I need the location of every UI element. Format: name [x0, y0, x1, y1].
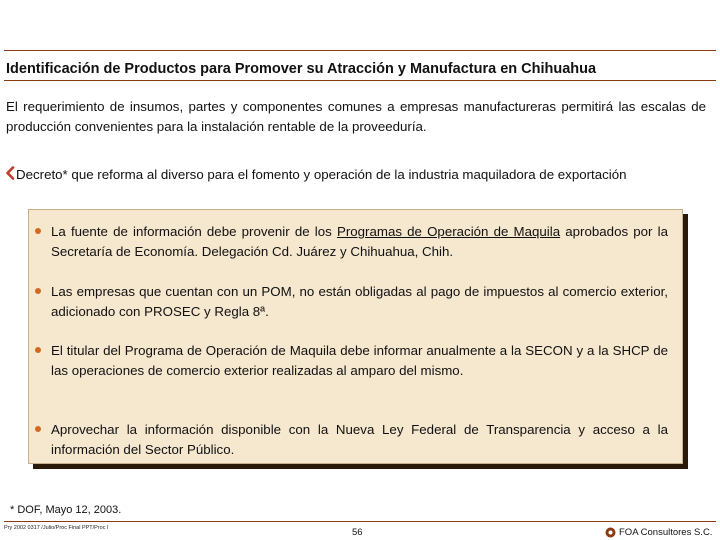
bullet-dot-icon — [35, 426, 41, 432]
list-item — [29, 222, 684, 262]
list-item-text: Las empresas que cuentan con un POM, no están obligadas al pago de impuestos al comercio exterior, adicionado con PROSEC y Regla 8ª. — [51, 284, 668, 319]
firm-logo-icon — [605, 527, 616, 538]
underlined-term: Programas de Operación de Maquila — [336, 224, 561, 239]
firm-name: FOA Consultores S.C. — [619, 527, 713, 538]
page-number: 56 — [352, 527, 363, 538]
footnote: * DOF, Mayo 12, 2003. — [10, 504, 122, 516]
bottom-rule — [4, 521, 716, 522]
list-item — [29, 420, 684, 460]
bullet-box — [28, 209, 683, 464]
bullet-dot-icon — [35, 288, 41, 294]
intro-paragraph: El requerimiento de insumos, partes y componentes comunes a empresas manufactureras permitirá las escalas de producción convenientes para la instalación rentable de la proveeduría. — [6, 99, 706, 134]
bullet-dot-icon — [35, 228, 41, 234]
decreto-text: Decreto* que reforma al diverso para el fomento y operación de la industria maquiladora de exportación — [16, 167, 627, 182]
title-rule — [4, 80, 716, 81]
bullet-dot-icon — [35, 347, 41, 353]
list-item-text: Aprovechar la información disponible con la Nueva Ley Federal de Transparencia y acceso a la información del Sector Público. — [51, 422, 668, 457]
list-item — [29, 282, 684, 322]
list-item-text: La fuente de información debe provenir de los Programas de Operación de Maquila aprobados por la Secretaría de Economía. Delegación Cd. Juárez y Chihuahua, Chih. — [51, 224, 668, 259]
file-reference: Pry 2002 0317 /Julio/Proc Final PPT/Proc I — [4, 525, 109, 531]
list-item-text: El titular del Programa de Operación de Maquila debe informar anualmente a la SECON y a la SHCP de las operaciones de comercio exterior realizadas al amparo del mismo. — [51, 343, 668, 378]
list-item — [29, 341, 684, 381]
top-rule — [4, 50, 716, 51]
slide-title: Identificación de Productos para Promover su Atracción y Manufactura en Chihuahua — [6, 61, 597, 77]
